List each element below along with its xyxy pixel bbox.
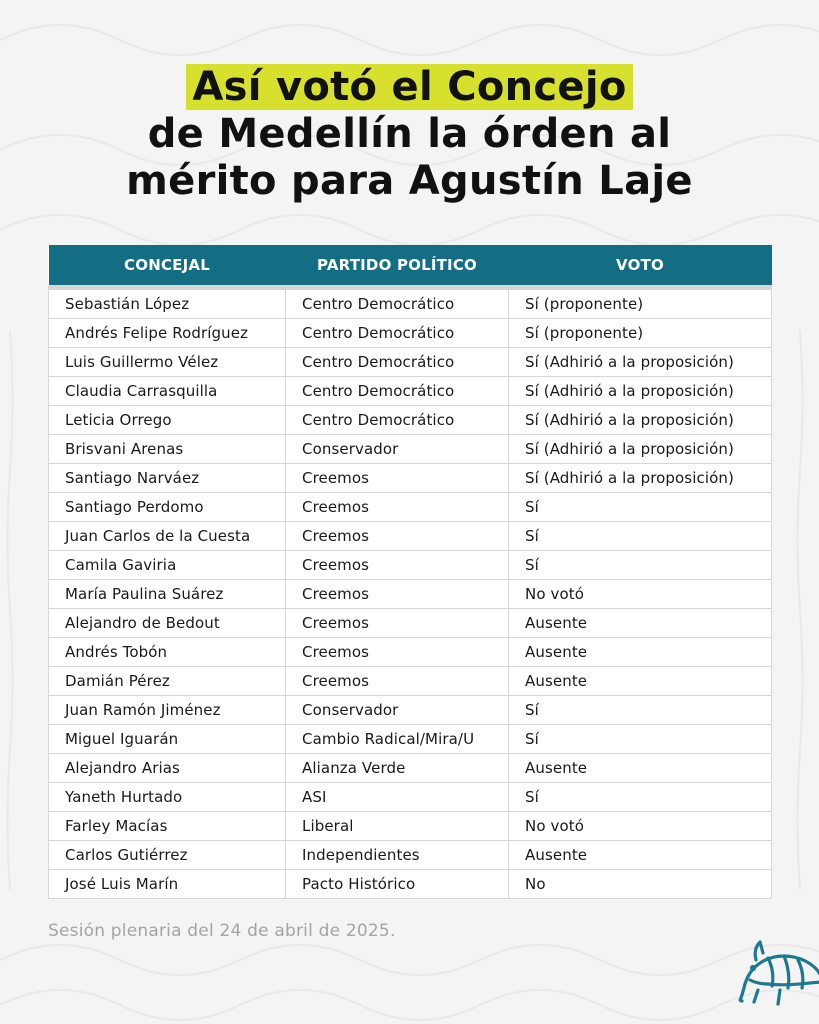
cell-concejal: Yaneth Hurtado <box>49 783 286 812</box>
table-row <box>49 841 772 870</box>
table-row <box>49 348 772 377</box>
cell-concejal: Miguel Iguarán <box>49 725 286 754</box>
cell-voto: Sí <box>509 522 772 551</box>
cell-partido: Centro Democrático <box>286 319 509 348</box>
table-row <box>49 725 772 754</box>
cell-concejal: Andrés Tobón <box>49 638 286 667</box>
cell-voto: Ausente <box>509 841 772 870</box>
cell-voto: Sí (Adhirió a la proposición) <box>509 406 772 435</box>
cell-concejal: Santiago Narváez <box>49 464 286 493</box>
cell-concejal: Brisvani Arenas <box>49 435 286 464</box>
cell-partido: Cambio Radical/Mira/U <box>286 725 509 754</box>
cell-voto: No votó <box>509 580 772 609</box>
table-row <box>49 754 772 783</box>
table-header-row <box>49 245 772 288</box>
table-row <box>49 609 772 638</box>
cell-concejal: Alejandro de Bedout <box>49 609 286 638</box>
cell-concejal: Camila Gaviria <box>49 551 286 580</box>
table-row <box>49 580 772 609</box>
cell-concejal: Carlos Gutiérrez <box>49 841 286 870</box>
table-row <box>49 377 772 406</box>
cell-voto: Ausente <box>509 754 772 783</box>
cell-partido: Creemos <box>286 464 509 493</box>
cell-concejal: Luis Guillermo Vélez <box>49 348 286 377</box>
cell-voto: Sí (proponente) <box>509 288 772 319</box>
cell-concejal: Farley Macías <box>49 812 286 841</box>
cell-voto: Sí (Adhirió a la proposición) <box>509 464 772 493</box>
cell-voto: Sí <box>509 696 772 725</box>
cell-partido: Centro Democrático <box>286 377 509 406</box>
cell-concejal: María Paulina Suárez <box>49 580 286 609</box>
table-row <box>49 812 772 841</box>
armadillo-logo-icon <box>738 938 819 1008</box>
cell-partido: Alianza Verde <box>286 754 509 783</box>
cell-concejal: Claudia Carrasquilla <box>49 377 286 406</box>
table-row <box>49 493 772 522</box>
cell-voto: Sí (proponente) <box>509 319 772 348</box>
cell-voto: Ausente <box>509 609 772 638</box>
session-footnote: Sesión plenaria del 24 de abril de 2025. <box>48 921 396 941</box>
cell-voto: No <box>509 870 772 899</box>
cell-concejal: Sebastián López <box>49 288 286 319</box>
table-row <box>49 319 772 348</box>
column-header-concejal: CONCEJAL <box>49 245 286 288</box>
cell-partido: Independientes <box>286 841 509 870</box>
table-row <box>49 667 772 696</box>
cell-partido: Centro Democrático <box>286 288 509 319</box>
cell-partido: Creemos <box>286 551 509 580</box>
cell-voto: Sí <box>509 783 772 812</box>
cell-concejal: Santiago Perdomo <box>49 493 286 522</box>
table-row <box>49 551 772 580</box>
cell-partido: Creemos <box>286 609 509 638</box>
cell-concejal: José Luis Marín <box>49 870 286 899</box>
cell-voto: Sí <box>509 725 772 754</box>
cell-voto: No votó <box>509 812 772 841</box>
table-row <box>49 522 772 551</box>
cell-partido: Creemos <box>286 667 509 696</box>
cell-partido: Conservador <box>286 435 509 464</box>
cell-partido: Centro Democrático <box>286 348 509 377</box>
column-header-voto: VOTO <box>509 245 772 288</box>
cell-partido: Pacto Histórico <box>286 870 509 899</box>
table-row <box>49 406 772 435</box>
cell-concejal: Damián Pérez <box>49 667 286 696</box>
cell-voto: Sí (Adhirió a la proposición) <box>509 377 772 406</box>
title-highlight: Así votó el Concejo <box>186 64 632 110</box>
cell-partido: Conservador <box>286 696 509 725</box>
page-title <box>0 64 819 205</box>
table-row <box>49 435 772 464</box>
table-row <box>49 464 772 493</box>
column-header-partido: PARTIDO POLÍTICO <box>286 245 509 288</box>
cell-partido: Creemos <box>286 522 509 551</box>
cell-voto: Ausente <box>509 667 772 696</box>
cell-voto: Sí (Adhirió a la proposición) <box>509 348 772 377</box>
cell-partido: Liberal <box>286 812 509 841</box>
cell-partido: Centro Democrático <box>286 406 509 435</box>
title-line-3: mérito para Agustín Laje <box>126 158 693 204</box>
cell-concejal: Alejandro Arias <box>49 754 286 783</box>
cell-partido: Creemos <box>286 493 509 522</box>
cell-concejal: Andrés Felipe Rodríguez <box>49 319 286 348</box>
table-row <box>49 288 772 319</box>
cell-partido: Creemos <box>286 580 509 609</box>
cell-voto: Ausente <box>509 638 772 667</box>
cell-partido: ASI <box>286 783 509 812</box>
table-row <box>49 638 772 667</box>
cell-voto: Sí (Adhirió a la proposición) <box>509 435 772 464</box>
table-row <box>49 696 772 725</box>
cell-partido: Creemos <box>286 638 509 667</box>
table-row <box>49 870 772 899</box>
title-line-2: de Medellín la órden al <box>147 111 672 157</box>
cell-concejal: Juan Carlos de la Cuesta <box>49 522 286 551</box>
votes-table <box>48 245 772 899</box>
table-row <box>49 783 772 812</box>
cell-voto: Sí <box>509 551 772 580</box>
cell-voto: Sí <box>509 493 772 522</box>
cell-concejal: Leticia Orrego <box>49 406 286 435</box>
cell-concejal: Juan Ramón Jiménez <box>49 696 286 725</box>
